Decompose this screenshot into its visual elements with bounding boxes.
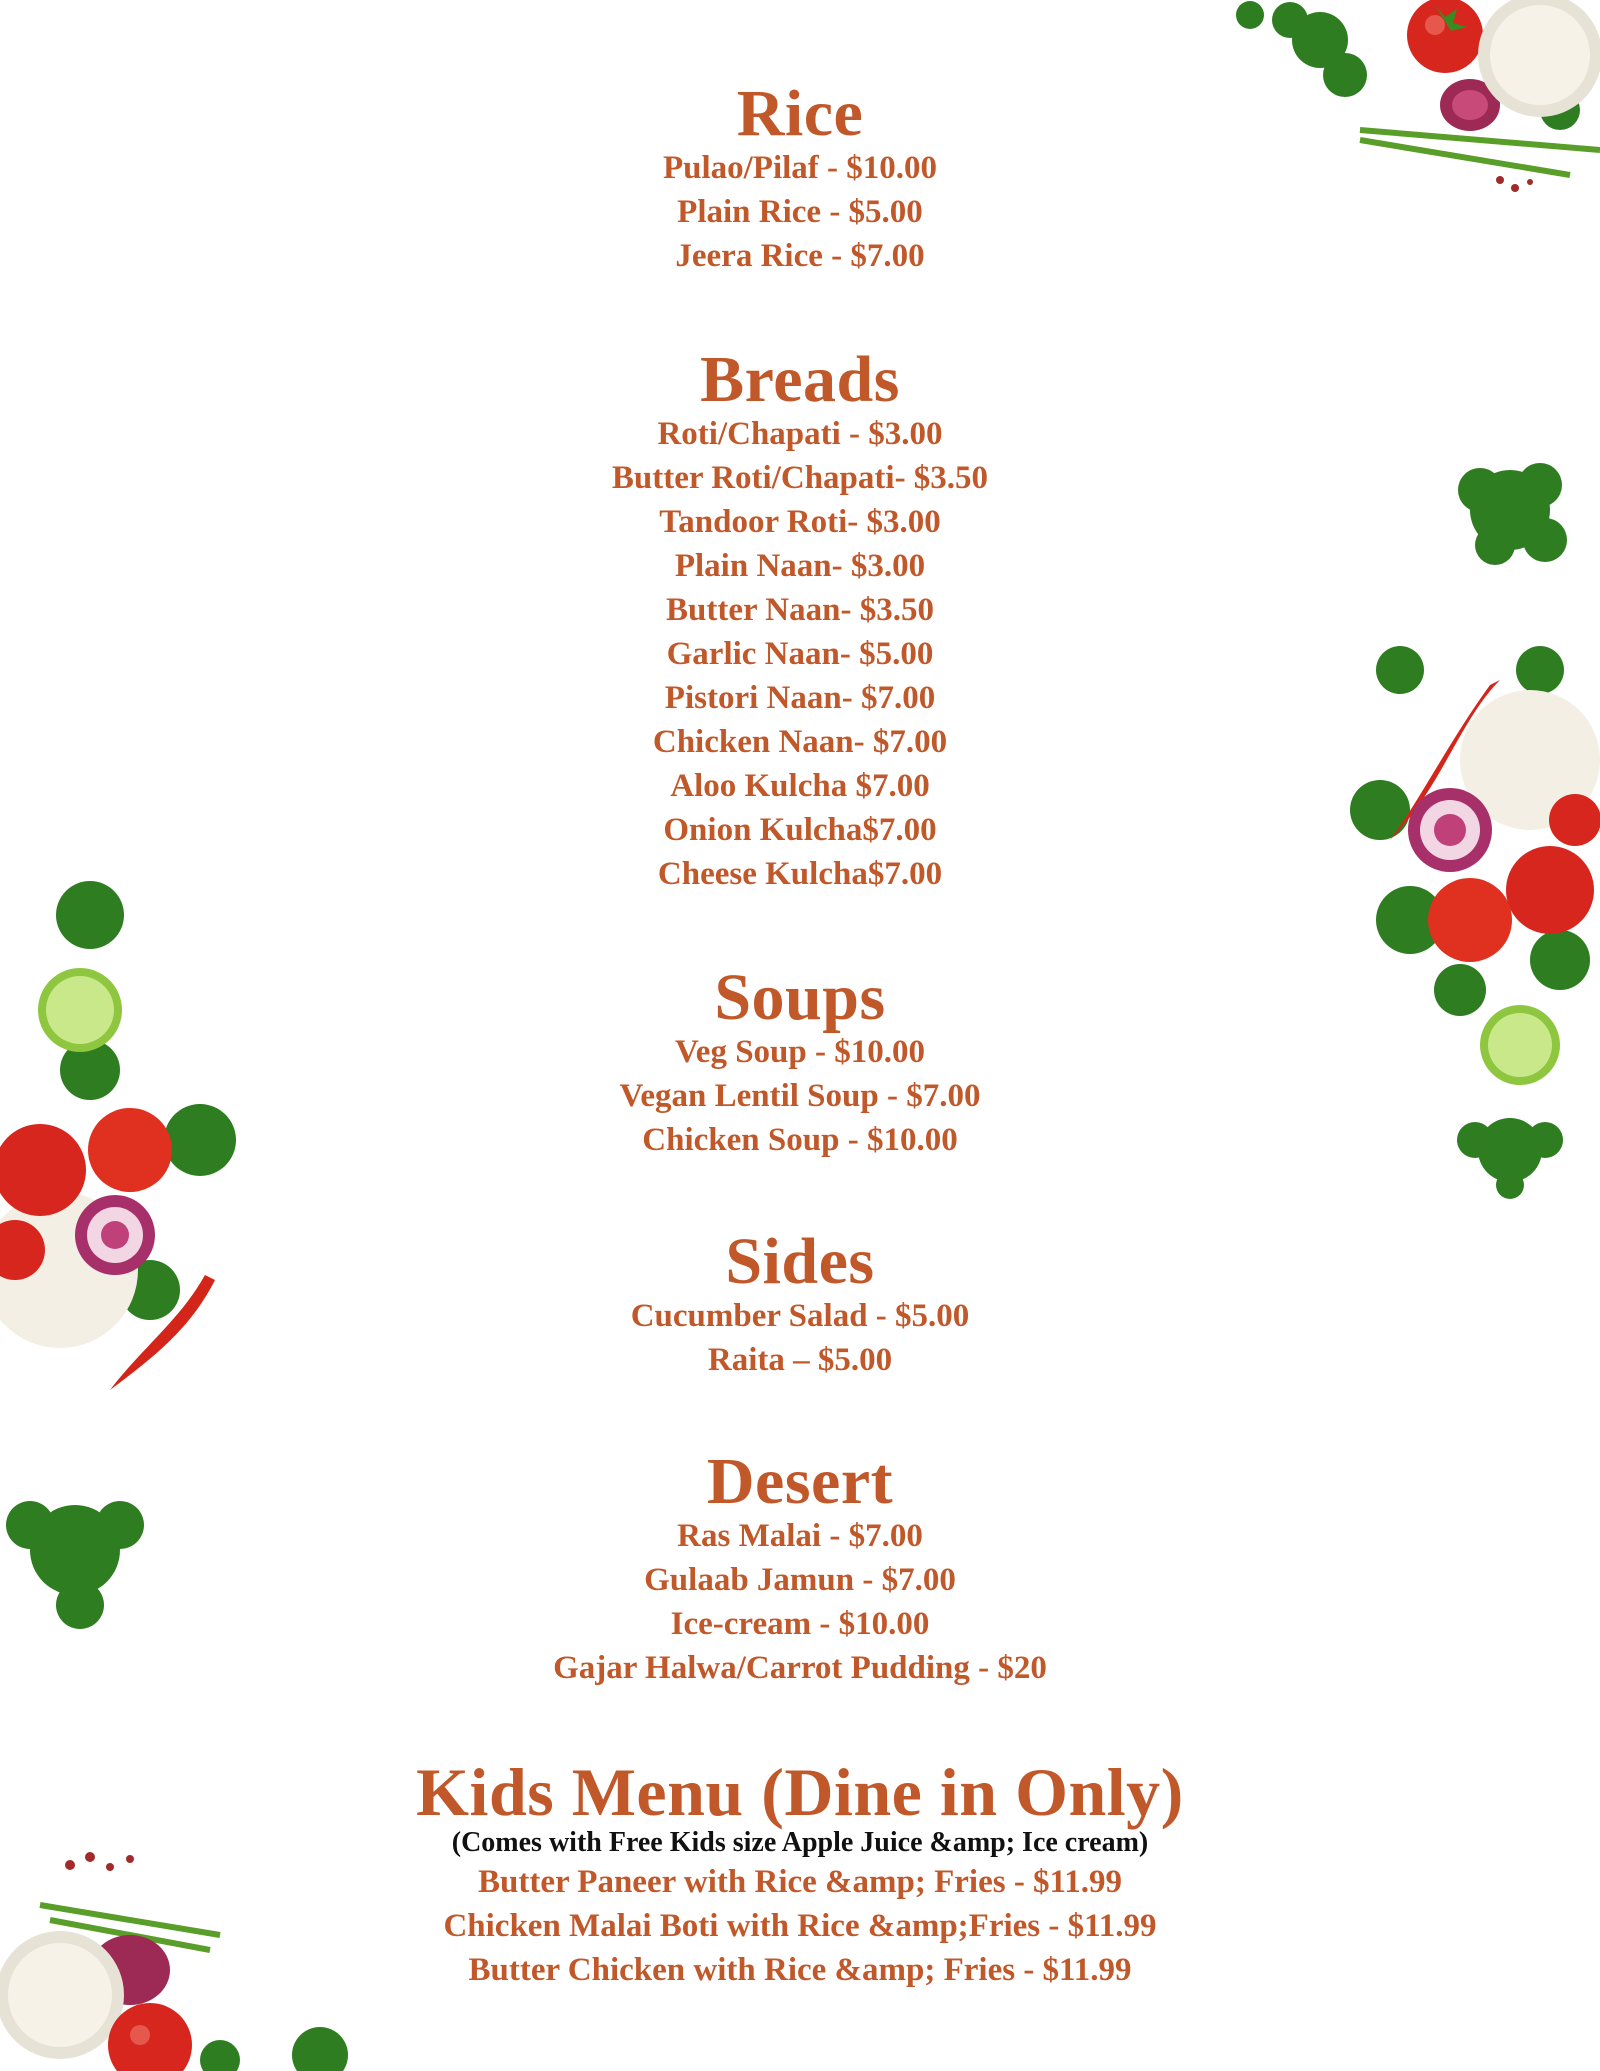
veg-cluster-left <box>0 870 250 1430</box>
menu-item: Tandoor Roti- $3.00 <box>659 504 941 540</box>
tomato-icon <box>1407 0 1483 73</box>
menu-item: Vegan Lentil Soup - $7.00 <box>619 1078 981 1114</box>
onion-icon <box>75 1195 155 1275</box>
section-title-kids-menu: Kids Menu (Dine in Only) <box>416 1754 1184 1830</box>
menu-item: Butter Paneer with Rice &amp; Fries - $11.99 <box>478 1864 1122 1900</box>
menu-item: Chicken Soup - $10.00 <box>642 1122 958 1158</box>
menu-item: Pulao/Pilaf - $10.00 <box>662 150 938 186</box>
parsley-right-upper <box>1440 440 1580 580</box>
menu-item: Plain Naan- $3.00 <box>674 548 926 584</box>
veg-cluster-bottom-left <box>0 1845 380 2071</box>
menu-item: Cheese Kulcha$7.00 <box>657 856 943 892</box>
parsley-icon <box>200 2027 348 2071</box>
veg-cluster-top-right <box>1230 0 1600 200</box>
lime-slice-icon <box>1480 1005 1560 1085</box>
menu-item: Butter Naan- $3.50 <box>666 592 934 628</box>
menu-item: Gajar Halwa/Carrot Pudding - $20 <box>553 1650 1047 1686</box>
menu-item: Ras Malai - $7.00 <box>677 1518 923 1554</box>
menu-item: Veg Soup - $10.00 <box>675 1034 925 1070</box>
menu-item: Aloo Kulcha $7.00 <box>670 768 930 804</box>
menu-item: Plain Rice - $5.00 <box>677 194 923 230</box>
parsley-right-lower <box>1450 1100 1570 1200</box>
section-title-sides: Sides <box>725 1225 875 1298</box>
section-title-rice: Rice <box>736 77 864 150</box>
menu-item: Pistori Naan- $7.00 <box>664 680 936 716</box>
parsley-icon <box>1458 463 1567 565</box>
onion-icon <box>1408 788 1492 872</box>
parsley-left-lower <box>0 1465 160 1635</box>
menu-item: Butter Chicken with Rice &amp; Fries - $11.99 <box>468 1952 1132 1988</box>
parsley-icon <box>1457 1118 1563 1199</box>
section-title-desert: Desert <box>706 1445 894 1518</box>
menu-item: Butter Roti/Chapati- $3.50 <box>611 460 989 496</box>
menu-item: Onion Kulcha$7.00 <box>663 812 937 848</box>
menu-item: Chicken Malai Boti with Rice &amp;Fries - $11.99 <box>443 1908 1157 1944</box>
menu-item: Roti/Chapati - $3.00 <box>657 416 943 452</box>
kids-menu-note: (Comes with Free Kids size Apple Juice &amp; Ice cream) <box>451 1827 1149 1858</box>
peppercorn-icon <box>1496 176 1533 192</box>
menu-item: Jeera Rice - $7.00 <box>675 238 925 274</box>
lime-slice-icon <box>38 968 122 1052</box>
veg-cluster-right <box>1350 630 1600 1100</box>
menu-item: Ice-cream - $10.00 <box>670 1606 930 1642</box>
section-title-breads: Breads <box>700 343 900 416</box>
peppercorn-icon <box>65 1852 134 1871</box>
menu-item: Gulaab Jamun - $7.00 <box>644 1562 956 1598</box>
section-title-soups: Soups <box>714 961 886 1034</box>
menu-item: Chicken Naan- $7.00 <box>652 724 948 760</box>
menu-item: Raita – $5.00 <box>707 1342 893 1378</box>
section-desert <box>0 1445 1600 1690</box>
rice-bowl-icon <box>0 1931 124 2059</box>
menu-item: Cucumber Salad - $5.00 <box>630 1298 970 1334</box>
parsley-icon <box>6 1501 144 1629</box>
green-onion-icon <box>1360 130 1600 175</box>
menu-item: Garlic Naan- $5.00 <box>666 636 934 672</box>
